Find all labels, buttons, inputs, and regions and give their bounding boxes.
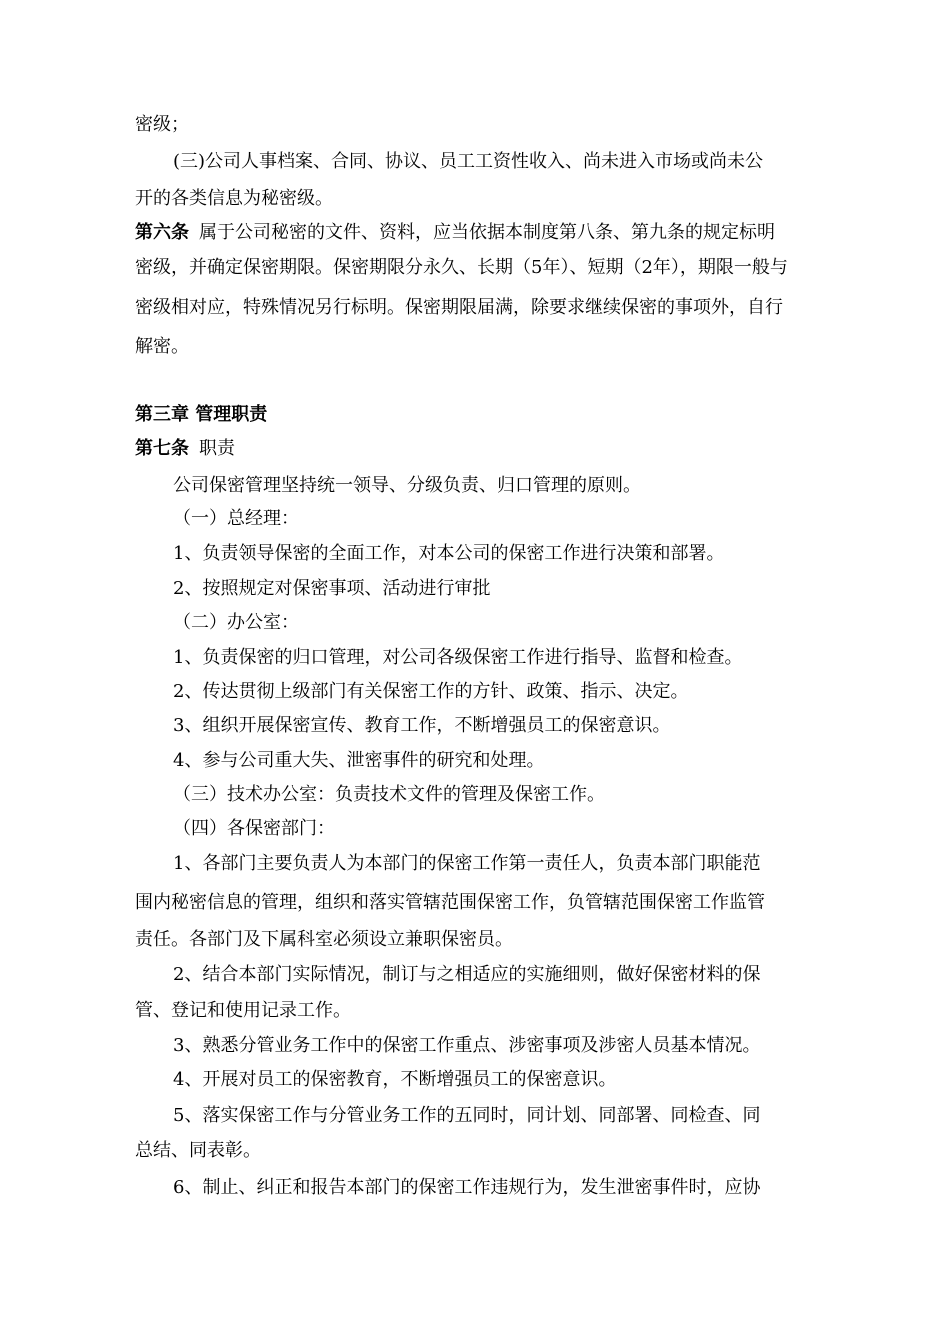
text-line: 管、登记和使用记录工作。 <box>135 1000 351 1021</box>
article-7-line <box>135 438 235 460</box>
text-line: 4、开展对员工的保密教育，不断增强员工的保密意识。 <box>173 1069 617 1090</box>
text-line: 公司保密管理坚持统一领导、分级负责、归口管理的原则。 <box>173 475 641 496</box>
article-heading: 第六条 <box>135 222 189 243</box>
text-line: 3、熟悉分管业务工作中的保密工作重点、涉密事项及涉密人员基本情况。 <box>173 1035 761 1056</box>
section-heading: （四）各保密部门： <box>173 818 335 839</box>
text-line: 5、落实保密工作与分管业务工作的五同时，同计划、同部署、同检查、同 <box>173 1105 761 1126</box>
text-line: 密级； <box>135 114 189 135</box>
text-line: 开的各类信息为秘密级。 <box>135 188 333 209</box>
text-line: 2、传达贯彻上级部门有关保密工作的方针、政策、指示、决定。 <box>173 681 689 702</box>
text-line: 6、制止、纠正和报告本部门的保密工作违规行为，发生泄密事件时，应协 <box>173 1177 761 1198</box>
text-line: 3、组织开展保密宣传、教育工作，不断增强员工的保密意识。 <box>173 715 671 736</box>
text-line: 密级，并确定保密期限。保密期限分永久、长期（5年）、短期（2年），期限一般与 <box>135 257 788 278</box>
text-line: 责任。各部门及下属科室必须设立兼职保密员。 <box>135 929 513 950</box>
text-span: 职责 <box>199 438 235 459</box>
text-line: (三)公司人事档案、合同、协议、员工工资性收入、尚未进入市场或尚未公 <box>173 151 764 172</box>
article-heading: 第七条 <box>135 438 189 459</box>
text-line: 1、各部门主要负责人为本部门的保密工作第一责任人，负责本部门职能范 <box>173 853 761 874</box>
text-line: 1、负责保密的归口管理，对公司各级保密工作进行指导、监督和检查。 <box>173 647 743 668</box>
text-line: 4、参与公司重大失、泄密事件的研究和处理。 <box>173 750 545 771</box>
text-line: 总结、同表彰。 <box>135 1140 261 1161</box>
text-line: 2、结合本部门实际情况，制订与之相适应的实施细则，做好保密材料的保 <box>173 964 761 985</box>
text-line: 围内秘密信息的管理，组织和落实管辖范围保密工作，负管辖范围保密工作监管 <box>135 892 765 913</box>
text-line: 解密。 <box>135 336 189 357</box>
chapter-title: 第三章 管理职责 <box>135 404 268 425</box>
section-heading: （三）技术办公室：负责技术文件的管理及保密工作。 <box>173 784 605 805</box>
text-line: 1、负责领导保密的全面工作，对本公司的保密工作进行决策和部署。 <box>173 543 725 564</box>
section-heading: （二）办公室： <box>173 612 299 633</box>
article-6-line <box>135 222 775 244</box>
text-line: 2、按照规定对保密事项、活动进行审批 <box>173 578 491 599</box>
text-span: 属于公司秘密的文件、资料，应当依据本制度第八条、第九条的规定标明 <box>199 222 775 243</box>
text-line: 密级相对应，特殊情况另行标明。保密期限届满，除要求继续保密的事项外，自行 <box>135 297 783 318</box>
section-heading: （一）总经理： <box>173 508 299 529</box>
